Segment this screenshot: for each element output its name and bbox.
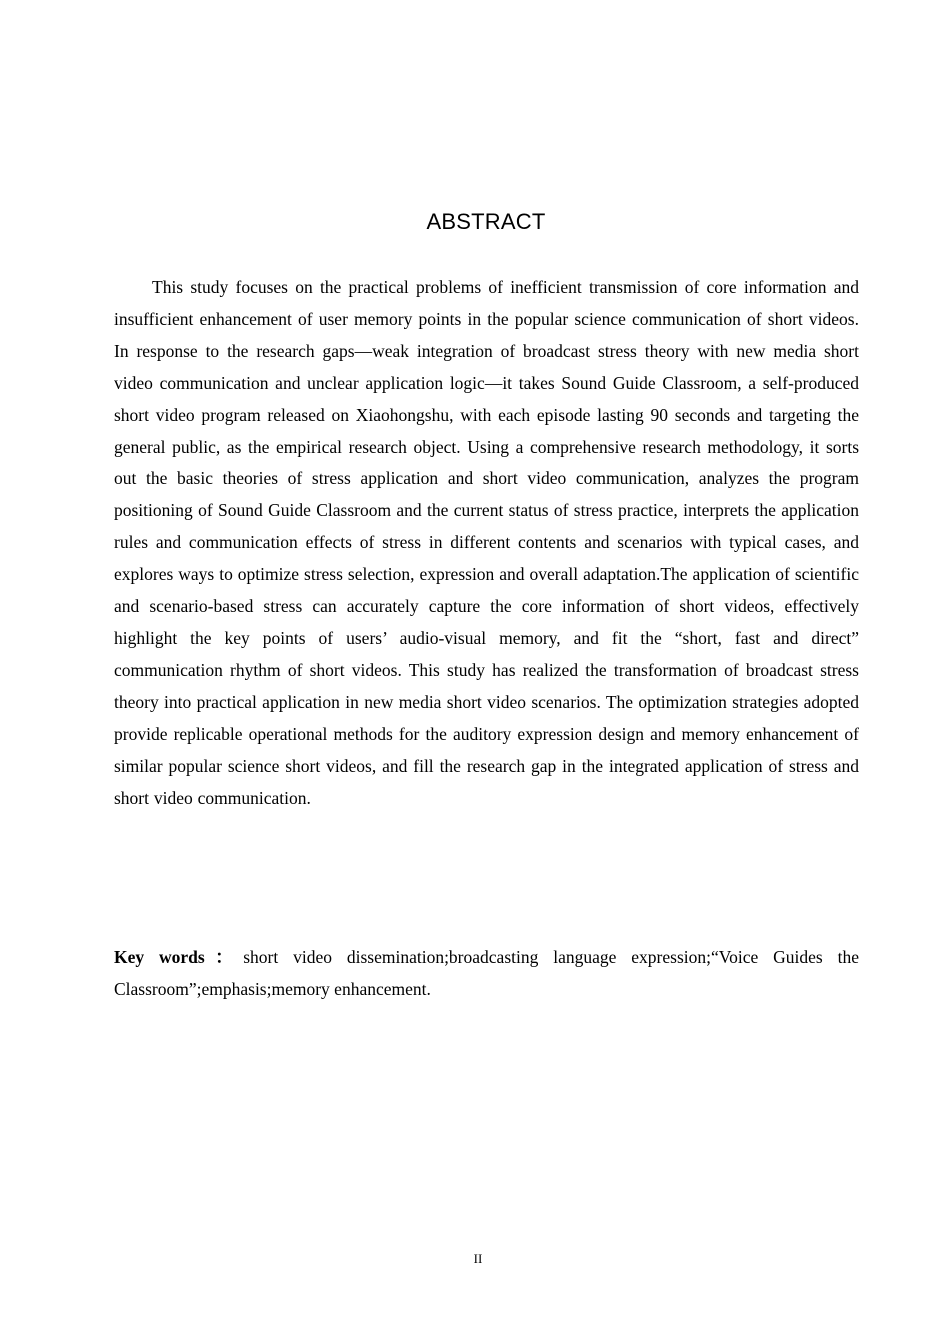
abstract-paragraph: This study focuses on the practical problems of inefficient transmission of core information and insufficient enhancement of user memory points in the popular science communication of short videos. In response to the research gaps—weak integration of broadcast stress theory with new media short video communication and unclear application logic—it takes Sound Guide Classroom, a self-produced short video program released on Xiaohongshu, with each episode lasting 90 seconds and targeting the general public, as the empirical research object. Using a comprehensive research methodology, it sorts out the basic theories of stress application and short video communication, analyzes the program positioning of Sound Guide Classroom and the current status of stress practice, interprets the application rules and communication effects of stress in different contents and scenarios with typical cases, and explores ways to optimize stress selection, expression and overall adaptation.The application of scientific and scenario-based stress can accurately capture the core information of short videos, effectively highlight the key points of users’ audio-visual memory, and fit the “short, fast and direct” communication rhythm of short videos. This study has realized the transformation of broadcast stress theory into practical application in new media short video scenarios. The optimization strategies adopted provide replicable operational methods for the auditory expression design and memory enhancement of similar popular science short videos, and fill the research gap in the integrated application of stress and short video communication.: [114, 277, 859, 808]
abstract-title: ABSTRACT: [426, 209, 546, 234]
keywords-text: short video dissemination;broadcasting language expression;“Voice Guides the Classroom”;emphasis;memory enhancement.: [114, 947, 859, 999]
keywords-paragraph: [114, 942, 859, 1006]
page-number: II: [473, 1251, 483, 1266]
keywords-label: Key words：: [114, 947, 244, 967]
